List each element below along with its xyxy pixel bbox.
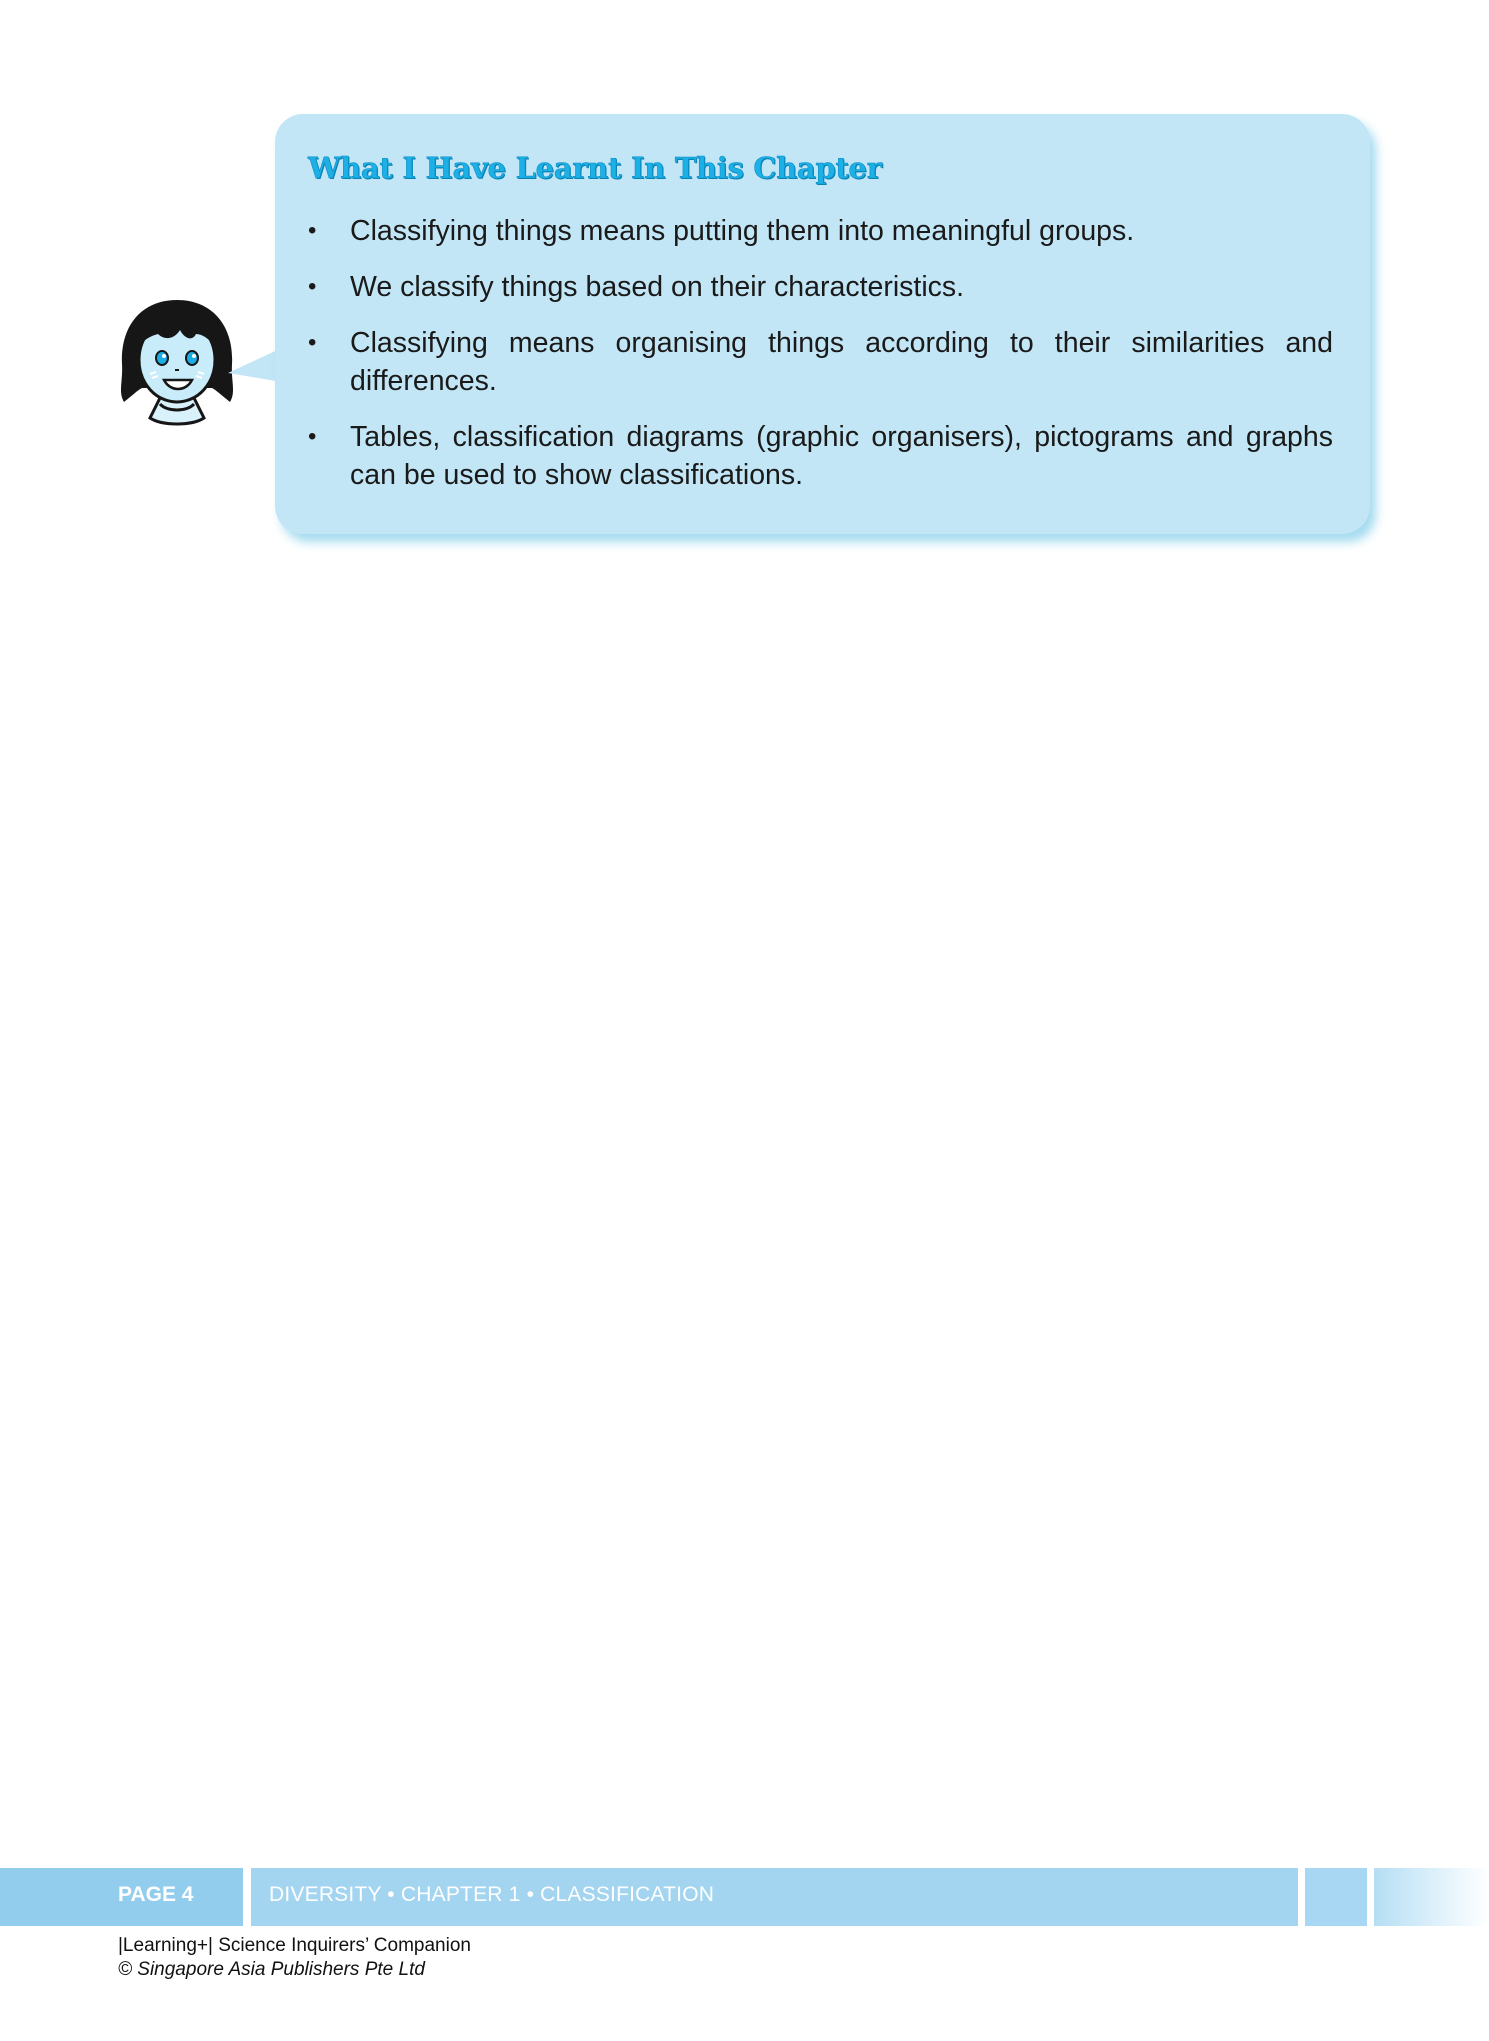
summary-point: • We classify things based on their characteristics. xyxy=(308,268,1333,306)
summary-points xyxy=(308,212,1333,512)
footer-credits xyxy=(118,1934,471,1982)
girl-avatar-icon xyxy=(112,294,242,434)
summary-point: • Classifying means organising things according to their similarities and differences. xyxy=(308,324,1333,400)
footer-fade-block xyxy=(1374,1868,1489,1926)
chapter-summary-bubble xyxy=(275,114,1370,534)
chapter-label: DIVERSITY • CHAPTER 1 • CLASSIFICATION xyxy=(269,1883,715,1906)
page-number: PAGE 4 xyxy=(118,1883,194,1906)
footer-band xyxy=(0,1868,1489,1926)
summary-point: • Tables, classification diagrams (graphic organisers), pictograms and graphs can be used to show classifications. xyxy=(308,418,1333,494)
footer-decor-block xyxy=(1305,1868,1367,1926)
summary-title: What I Have Learnt In This Chapter xyxy=(308,151,882,185)
summary-point: • Classifying things means putting them into meaningful groups. xyxy=(308,212,1333,250)
footer-chapter-segment xyxy=(251,1868,1298,1926)
series-title: |Learning+| Science Inquirers’ Companion xyxy=(118,1935,471,1956)
copyright: © Singapore Asia Publishers Pte Ltd xyxy=(118,1959,425,1980)
footer-page-segment xyxy=(0,1868,243,1926)
